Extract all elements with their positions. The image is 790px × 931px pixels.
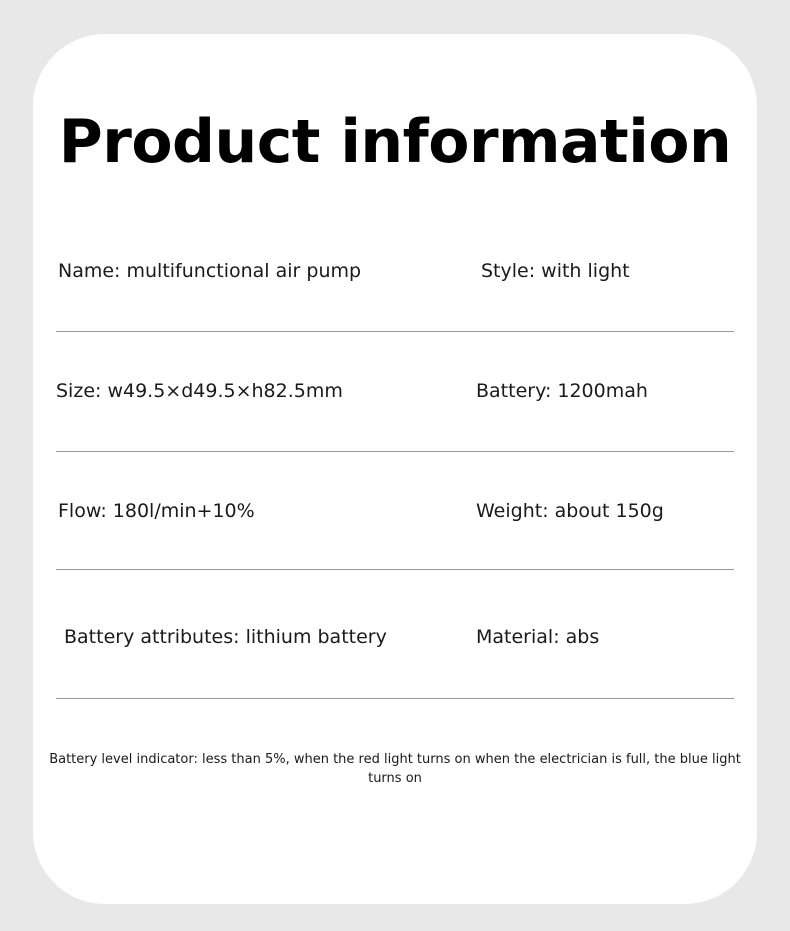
spec-size: Size: w49.5×d49.5×h82.5mm (56, 380, 343, 402)
spec-material: Material: abs (476, 626, 600, 648)
battery-indicator-note: Battery level indicator: less than 5%, when the red light turns on when the electrician is full, the blue light turns on (49, 752, 741, 786)
row-divider (56, 698, 734, 699)
spec-battery: Battery: 1200mah (476, 380, 648, 402)
row-divider (56, 569, 734, 570)
row-divider (56, 331, 734, 332)
spec-style: Style: with light (481, 260, 630, 282)
page-title: Product information (58, 107, 732, 177)
row-divider (56, 451, 734, 452)
spec-weight: Weight: about 150g (476, 500, 664, 522)
spec-name: Name: multifunctional air pump (58, 260, 362, 282)
spec-battery-attributes: Battery attributes: lithium battery (64, 626, 387, 648)
spec-flow: Flow: 180l/min+10% (58, 500, 255, 522)
